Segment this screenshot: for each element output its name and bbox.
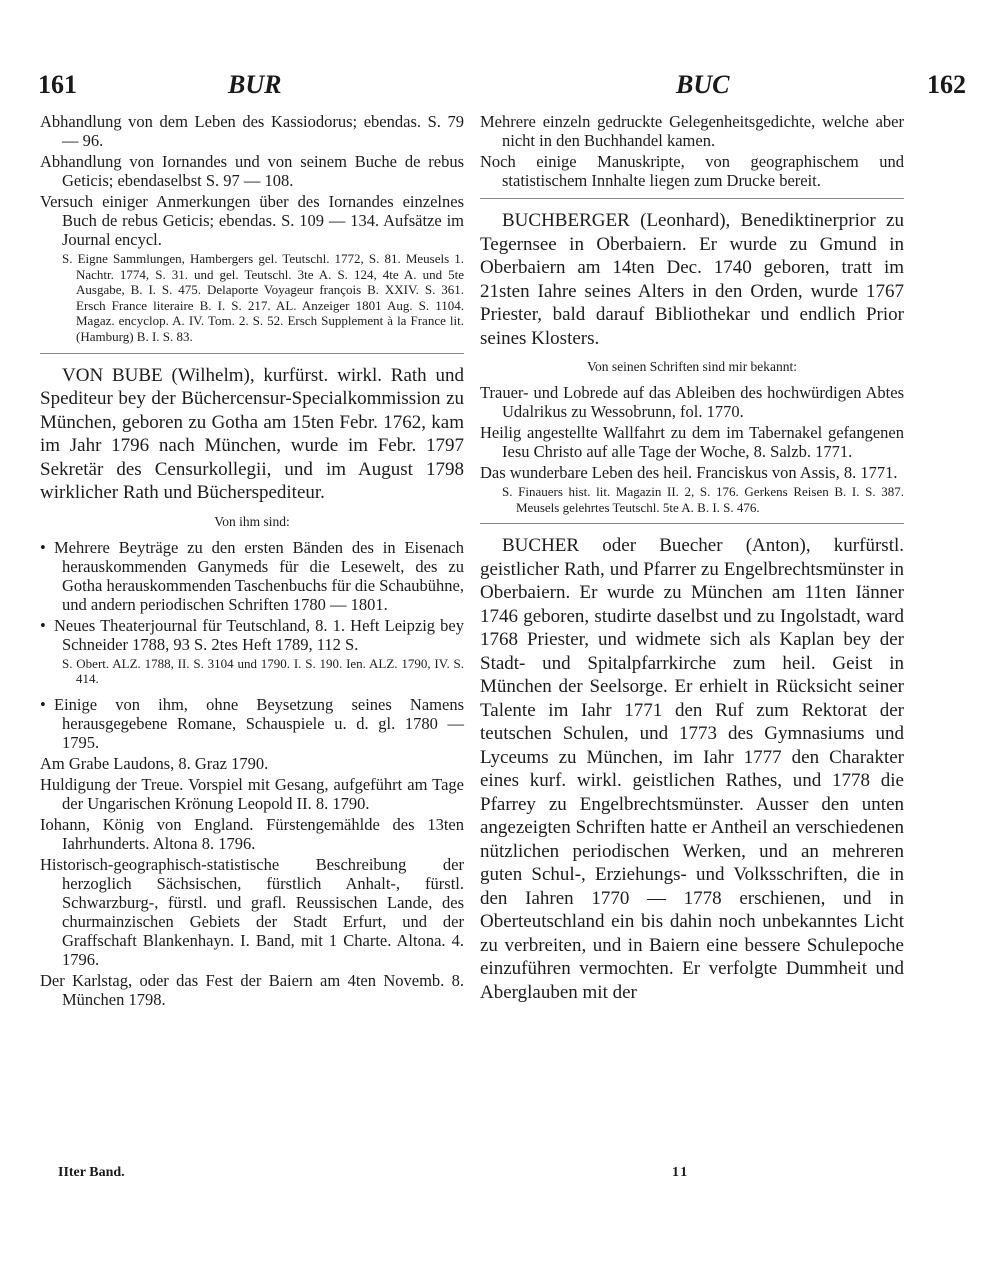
bibliography-entry: Historisch-geographisch-statistische Beschreibung der herzoglich Sächsischen, fürstlich Anhalt-, fürstl. Schwarzburg-, fürstl. und grafl. Reussischen Lande, des churmainzischen Gebiets der Stadt Erfurt, und der Graffschaft Blankenhayn. I. Band, mit 1 Charte. Altona. 4. 1796.	[40, 854, 464, 969]
page-number-left: 161	[38, 70, 77, 99]
running-head	[38, 70, 966, 100]
bibliography-entry: Heilig angestellte Wallfahrt zu dem im Tabernakel gefangenen Iesu Christo auf alle Tage der Woche, 8. Salzb. 1771.	[480, 423, 904, 461]
biography-bube: VON BUBE (Wilhelm), kurfürst. wirkl. Rath und Spediteur bey der Büchercensur-Specialkommission zu München, geboren zu Gotha am 15ten Febr. 1762, kam im Jahr 1796 nach München, wurde im Febr. 1797 Sekretär des Censurkollegii, und im August 1798 wirklicher Rath und Bücherspediteur.	[40, 364, 464, 504]
volume-signature: IIter Band.	[58, 1165, 125, 1180]
biography-buchberger: BUCHBERGER (Leonhard), Benediktinerprior zu Tegernsee in Oberbaiern. Er wurde zu Gmund in Oberbaiern am 14ten Dec. 1740 geboren, tratt im 21sten Iahre seines Alters in den Orden, wurde 1767 Priester, bald darauf Bibliothekar und endlich Prior seines Klosters.	[480, 210, 904, 349]
bibliography-entry: • Einige von ihm, ohne Beysetzung seines Namens herausgegebene Romane, Schauspiele u. d. gl. 1780 — 1795.	[40, 695, 464, 752]
works-heading: Von ihm sind:	[214, 513, 290, 529]
catchword-left: BUR	[228, 70, 282, 99]
biography-bucher: BUCHER oder Buecher (Anton), kurfürstl. geistlicher Rath, und Pfarrer zu Engelbrechtsmünster in Oberbaiern. Er wurde zu München am 11ten Iänner 1746 geboren, studirte daselbst und zu Ingolstadt, ward 1768 Priester, und widmete sich als Kaplan bey der Stadt- und Spitalpfarrkirche zum heil. Geist in München der Seelsorge. Er erhielt in Rücksicht seiner Talente im Iahr 1771 den Ruf zum Rektorat der teutschen Schulen, und 1773 des Gymnasiums und Lyceums zu München, im Iahr 1777 den Charakter eines kurf. wirkl. geistlichen Rathes, und 1778 die Pfarrey zu Engelbrechtsmünster. Ausser den unten angezeigten Schriften hatte er Antheil an verschiedenen nützlichen periodischen Werken, und an mehreren guten Schul-, Erziehungs- und Volksschriften, die in den Iahren 1770 — 1778 erschienen, und in Oberteutschland ein bis dahin noch unbekanntes Licht zu verbreiten, und in Baiern eine bessere Schulepoche einzuführen vermochten. Er verfolgte Dummheit und Aberglauben mit der	[480, 535, 904, 1003]
bibliography-entry: Abhandlung von Iornandes und von seinem Buche de rebus Geticis; ebendaselbst S. 97 — 108.	[40, 152, 464, 190]
left-column	[40, 112, 464, 1011]
works-heading: Von seinen Schriften sind mir bekannt:	[586, 359, 798, 374]
bibliography-entry: Trauer- und Lobrede auf das Ableiben des hochwürdigen Abtes Udalrikus zu Wessobrunn, fol. 1770.	[480, 383, 904, 421]
source-citation: S. Eigne Sammlungen, Hambergers gel. Teutschl. 1772, S. 81. Meusels 1. Nachtr. 1774, S. 31. und gel. Teutschl. 3te A. S. 124, 4te A. und 5te Ausgabe, B. I. S. 475. Delaporte Voyageur françois B. XXIV. S. 361. Ersch France literaire B. I. S. 217. AL. Anzeiger 1801 Aug. S. 1104. Magaz. encyclop. A. IV. Tom. 2. S. 52. Ersch Supplement à la France lit. (Hamburg) B. I. S. 83.	[62, 251, 464, 344]
bibliography-entry: Abhandlung von dem Leben des Kassiodorus; ebendas. S. 79 — 96.	[40, 112, 464, 150]
bibliography-entry: Der Karlstag, oder das Fest der Baiern am 4ten Novemb. 8. München 1798.	[40, 970, 464, 1009]
bibliography-entry: Mehrere einzeln gedruckte Gelegenheitsgedichte, welche aber nicht in den Buchhandel kamen.	[480, 112, 904, 150]
source-citation: S. Obert. ALZ. 1788, II. S. 3104 und 1790. I. S. 190. Ien. ALZ. 1790, IV. S. 414.	[62, 655, 464, 687]
bibliography-entry: • Mehrere Beyträge zu den ersten Bänden des in Eisenach herauskommenden Ganymeds für die Lesewelt, des zu Gotha herauskommenden Taschenbuchs für die Schaubühne, und andern periodischen Schriften 1780 — 1801.	[40, 538, 464, 614]
section-divider	[40, 353, 464, 354]
bibliography-entry: • Neues Theaterjournal für Teutschland, 8. 1. Heft Leipzig bey Schneider 1788, 93 S. 2tes Heft 1789, 112 S.	[40, 616, 464, 654]
bibliography-entry: Huldigung der Treue. Vorspiel mit Gesang, aufgeführt am Tage der Ungarischen Krönung Leopold II. 8. 1790.	[40, 774, 464, 813]
bibliography-entry: Noch einige Manuskripte, von geographischem und statistischem Innhalte liegen zum Drucke bereit.	[480, 152, 904, 190]
bibliography-entry: Iohann, König von England. Fürstengemählde des 13ten Iahrhunderts. Altona 8. 1796.	[40, 814, 464, 853]
section-divider	[480, 523, 904, 524]
signature-mark: 11	[672, 1165, 690, 1180]
right-column	[480, 112, 904, 1004]
bibliography-entry: Am Grabe Laudons, 8. Graz 1790.	[40, 753, 269, 773]
catchword-right: BUC	[676, 70, 730, 99]
section-divider	[480, 198, 904, 199]
page-number-right: 162	[927, 70, 966, 99]
bibliography-entry: Versuch einiger Anmerkungen über des Iornandes einzelnes Buch de rebus Geticis; ebendas. S. 109 — 134. Aufsätze im Journal encycl.	[40, 192, 464, 249]
bibliography-entry: Das wunderbare Leben des heil. Franciskus von Assis, 8. 1771.	[480, 463, 898, 482]
source-citation: S. Finauers hist. lit. Magazin II. 2, S. 176. Gerkens Reisen B. I. S. 387. Meusels gelehrtes Teutschl. 5te A. B. I. S. 476.	[502, 484, 904, 515]
